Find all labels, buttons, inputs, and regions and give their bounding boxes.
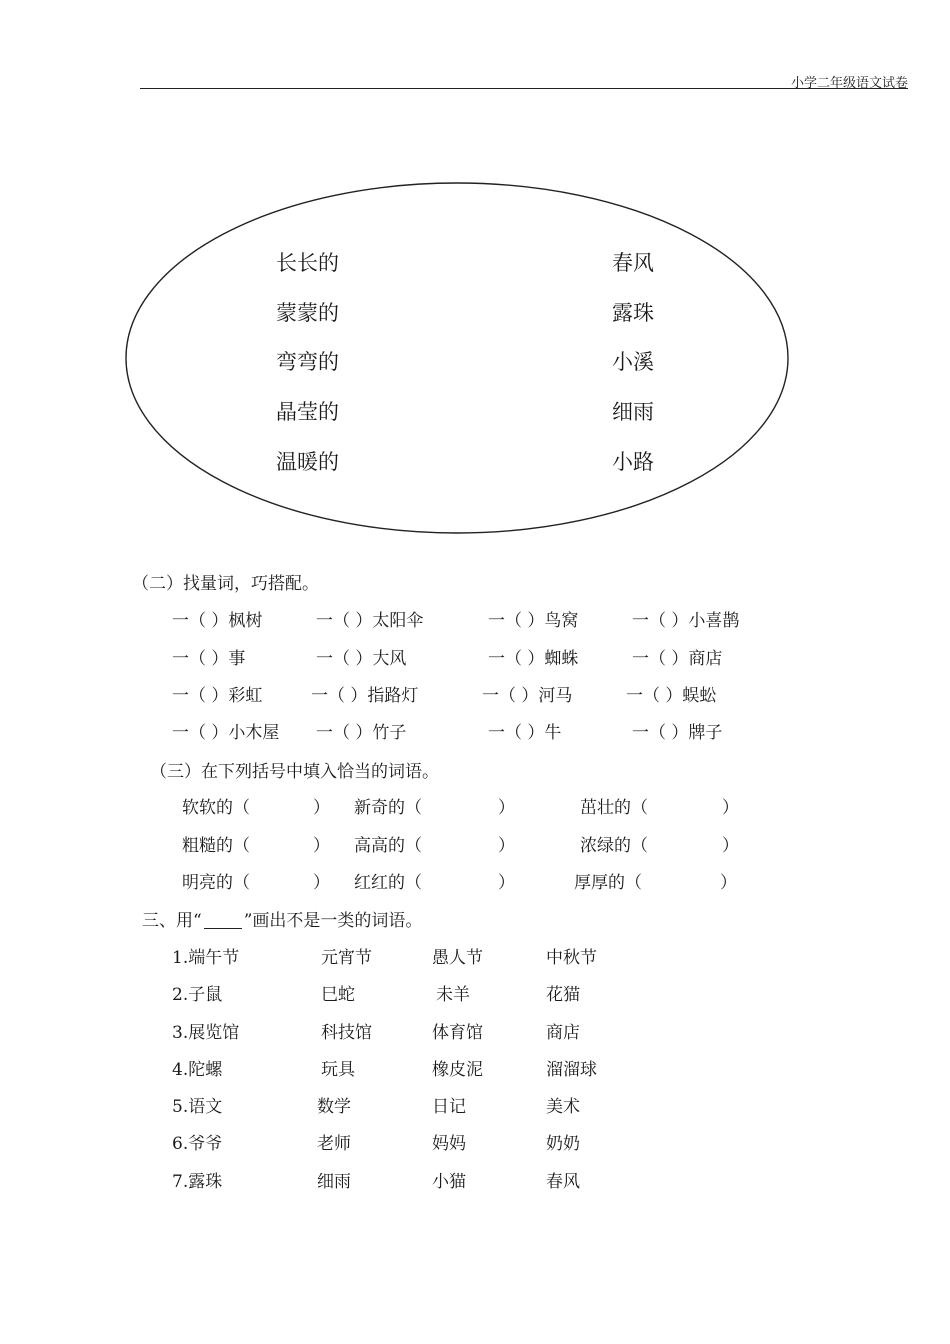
fill-blank-item: 明亮的（: [182, 873, 250, 893]
classify-item: 5.语文: [172, 1097, 223, 1117]
classify-item: 元宵节: [321, 948, 372, 968]
classify-item: 7.露珠: [172, 1172, 223, 1192]
match-right-4: 细雨: [612, 400, 654, 424]
measure-word-item: 一（ ）蜘蛛: [488, 649, 579, 669]
section2-title: （二）找量词，巧搭配。: [132, 574, 319, 594]
match-left-1: 长长的: [276, 251, 339, 275]
matching-oval: [124, 181, 790, 535]
measure-word-item: 一（ ）太阳伞: [316, 611, 424, 631]
classify-item: 玩具: [321, 1060, 355, 1080]
fill-blank-item: 粗糙的（: [182, 836, 250, 856]
classify-item: 橡皮泥: [432, 1060, 483, 1080]
measure-word-item: 一（ ）彩虹: [172, 686, 263, 706]
measure-word-item: 一（ ）商店: [632, 649, 723, 669]
classify-item: 美术: [546, 1097, 580, 1117]
fill-blank-item: 软软的（: [182, 798, 250, 818]
fill-blank-close: ）: [498, 836, 515, 856]
classify-item: 中秋节: [546, 948, 597, 968]
match-left-5: 温暖的: [276, 450, 339, 474]
fill-blank-close: ）: [722, 798, 739, 818]
match-left-2: 蒙蒙的: [276, 301, 339, 325]
part3-title-after: ”画出不是一类的词语。: [243, 911, 423, 931]
section3-title: （三）在下列括号中填入恰当的词语。: [150, 762, 439, 782]
classify-item: 数学: [317, 1097, 351, 1117]
measure-word-item: 一（ ）小喜鹊: [632, 611, 740, 631]
fill-blank-close: ）: [722, 836, 739, 856]
fill-blank-close: ）: [313, 798, 330, 818]
classify-item: 愚人节: [432, 948, 483, 968]
classify-item: 细雨: [317, 1172, 351, 1192]
fill-blank-close: ）: [720, 873, 737, 893]
measure-word-item: 一（ ）大风: [316, 649, 407, 669]
classify-item: 1.端午节: [172, 948, 240, 968]
classify-item: 4.陀螺: [172, 1060, 223, 1080]
fill-blank-item: 浓绿的（: [580, 836, 648, 856]
measure-word-item: 一（ ）小木屋: [172, 723, 280, 743]
measure-word-item: 一（ ）枫树: [172, 611, 263, 631]
classify-item: 花猫: [546, 985, 580, 1005]
match-left-4: 晶莹的: [276, 400, 339, 424]
classify-item: 科技馆: [321, 1023, 372, 1043]
classify-item: 3.展览馆: [172, 1023, 240, 1043]
classify-item: 溜溜球: [546, 1060, 597, 1080]
fill-blank-item: 厚厚的（: [574, 873, 642, 893]
classify-item: 6.爷爷: [172, 1134, 223, 1154]
classify-item: 老师: [317, 1134, 351, 1154]
measure-word-item: 一（ ）竹子: [316, 723, 407, 743]
match-right-1: 春风: [612, 251, 654, 275]
measure-word-item: 一（ ）牛: [488, 723, 562, 743]
classify-item: 巳蛇: [321, 985, 355, 1005]
measure-word-item: 一（ ）蜈蚣: [626, 686, 717, 706]
underline-sample: [204, 928, 242, 929]
measure-word-item: 一（ ）河马: [482, 686, 573, 706]
match-left-3: 弯弯的: [276, 350, 339, 374]
measure-word-item: 一（ ）鸟窝: [488, 611, 579, 631]
classify-item: 商店: [546, 1023, 580, 1043]
part3-title-before: 三、用“: [142, 911, 202, 931]
fill-blank-close: ）: [498, 798, 515, 818]
classify-item: 妈妈: [432, 1134, 466, 1154]
fill-blank-item: 高高的（: [354, 836, 422, 856]
classify-item: 2.子鼠: [172, 985, 223, 1005]
classify-item: 奶奶: [546, 1134, 580, 1154]
header-title: 小学二年级语文试卷: [790, 76, 908, 91]
fill-blank-item: 茁壮的（: [580, 798, 648, 818]
part3-title: [142, 906, 422, 931]
classify-item: 体育馆: [432, 1023, 483, 1043]
match-right-5: 小路: [612, 450, 654, 474]
fill-blank-close: ）: [313, 836, 330, 856]
classify-item: 未羊: [436, 985, 470, 1005]
header-rule: [140, 88, 908, 89]
fill-blank-close: ）: [498, 873, 515, 893]
measure-word-item: 一（ ）事: [172, 649, 246, 669]
classify-item: 日记: [432, 1097, 466, 1117]
measure-word-item: 一（ ）指路灯: [311, 686, 419, 706]
match-right-3: 小溪: [612, 350, 654, 374]
fill-blank-close: ）: [313, 873, 330, 893]
measure-word-item: 一（ ）牌子: [632, 723, 723, 743]
fill-blank-item: 红红的（: [354, 873, 422, 893]
fill-blank-item: 新奇的（: [354, 798, 422, 818]
match-right-2: 露珠: [612, 301, 654, 325]
classify-item: 春风: [546, 1172, 580, 1192]
classify-item: 小猫: [432, 1172, 466, 1192]
